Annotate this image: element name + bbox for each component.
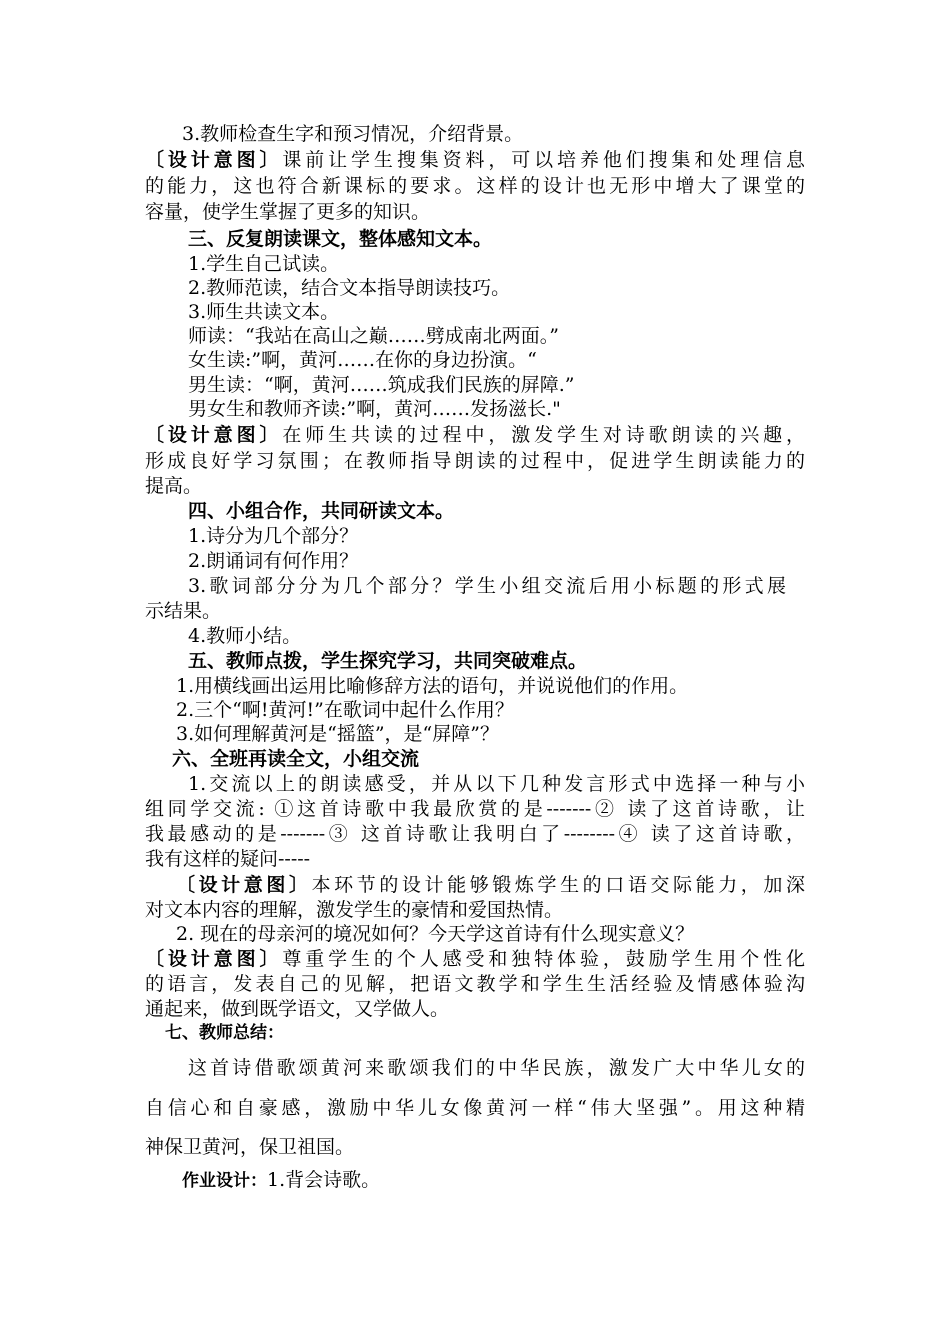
- text-line: 1.用横线画出运用比喻修辞方法的语句，并说说他们的作用。: [176, 675, 689, 697]
- text-line: 通起来，做到既学语文，又学做人。: [145, 998, 450, 1020]
- text-line: 1.诗分为几个部分？: [188, 525, 359, 547]
- text-line: 男女生和教师齐读:”啊，黄河……发扬滋长.": [188, 398, 561, 420]
- text-span: 课前让学生搜集资料，可以培养他们搜集和处理信息: [282, 149, 805, 171]
- text-span: 尊重学生的个人感受和独特体验，鼓励学生用个性化: [282, 948, 805, 970]
- text-line: 组同学交流: ①这首诗歌中我最欣赏的是-------② 读了这首诗歌，让: [145, 798, 805, 820]
- section-heading-3: 三、反复朗读课文，整体感知文本。: [188, 228, 493, 250]
- design-intent-tag: 〔设计意图〕: [145, 948, 283, 970]
- homework-label: 作业设计：: [182, 1171, 267, 1191]
- text-line: 容量，使学生掌握了更多的知识。: [145, 201, 431, 223]
- text-line: 男生读：“啊，黄河……筑成我们民族的屏障.”: [188, 374, 575, 396]
- design-intent-tag: 〔设计意图〕: [176, 874, 312, 896]
- summary-line: 神保卫黄河，保卫祖国。: [145, 1136, 355, 1158]
- design-intent-tag: 〔设计意图〕: [145, 424, 283, 446]
- text-line: 对文本内容的理解，激发学生的豪情和爱国热情。: [145, 899, 564, 921]
- text-line: 4.教师小结。: [188, 625, 302, 647]
- text-line: 1.学生自己试读。: [188, 253, 340, 275]
- section-heading-7: 七、教师总结：: [165, 1023, 284, 1043]
- text-line: 2. 现在的母亲河的境况如何？今天学这首诗有什么现实意义？: [176, 923, 695, 945]
- design-intent-tag: 〔设计意图〕: [145, 149, 283, 171]
- text-line: 3.如何理解黄河是“摇篮”，是“屏障”？: [176, 723, 499, 745]
- summary-line: 这首诗借歌颂黄河来歌颂我们的中华民族，激发广大中华儿女的: [188, 1057, 805, 1079]
- design-intent-line: [145, 947, 805, 971]
- text-line: 2.三个“啊!黄河!”在歌词中起什么作用？: [176, 699, 514, 721]
- text-line: 形成良好学习氛围；在教师指导朗读的过程中，促进学生朗读能力的: [145, 450, 805, 472]
- text-line: 2.朗诵词有何作用？: [188, 550, 359, 572]
- section-heading-6: 六、全班再读全文，小组交流: [172, 748, 420, 770]
- design-intent-line: [145, 148, 805, 172]
- text-span: 本环节的设计能够锻炼学生的口语交际能力，加深: [311, 874, 805, 896]
- text-line: 3.歌词部分分为几个部分？学生小组交流后用小标题的形式展: [188, 575, 786, 597]
- text-line: 的语言，发表自己的见解，把语文教学和学生生活经验及情感体验沟: [145, 973, 805, 995]
- text-line: 女生读:”啊，黄河……在你的身边扮演。“: [188, 349, 537, 371]
- design-intent-line: [145, 423, 805, 447]
- section-heading-4: 四、小组合作，共同研读文本。: [188, 500, 455, 522]
- homework-line: [182, 1168, 380, 1193]
- design-intent-line: [176, 873, 805, 897]
- text-line: 3.师生共读文本。: [188, 301, 340, 323]
- text-line: 的能力，这也符合新课标的要求。这样的设计也无形中增大了课堂的: [145, 175, 805, 197]
- text-line: 3.教师检查生字和预习情况，介绍背景。: [182, 123, 524, 145]
- section-heading-5: 五、教师点拨，学生探究学习，共同突破难点。: [188, 650, 588, 672]
- text-line: 我有这样的疑问-----: [145, 848, 311, 870]
- text-line: 我最感动的是-------③ 这首诗歌让我明白了--------④ 读了这首诗歌，: [145, 823, 805, 845]
- text-line: 示结果。: [145, 600, 222, 622]
- homework-text: 1.背会诗歌。: [267, 1169, 381, 1191]
- summary-line: 自信心和自豪感，激励中华儿女像黄河一样“伟大坚强”。用这种精: [145, 1097, 805, 1119]
- text-line: 提高。: [145, 475, 203, 497]
- text-line: 2.教师范读，结合文本指导朗读技巧。: [188, 277, 511, 299]
- text-line: 1.交流以上的朗读感受，并从以下几种发言形式中选择一种与小: [188, 773, 805, 795]
- text-span: 在师生共读的过程中，激发学生对诗歌朗读的兴趣，: [282, 424, 805, 446]
- text-line: 师读：“我站在高山之巅……劈成南北两面。”: [188, 325, 559, 347]
